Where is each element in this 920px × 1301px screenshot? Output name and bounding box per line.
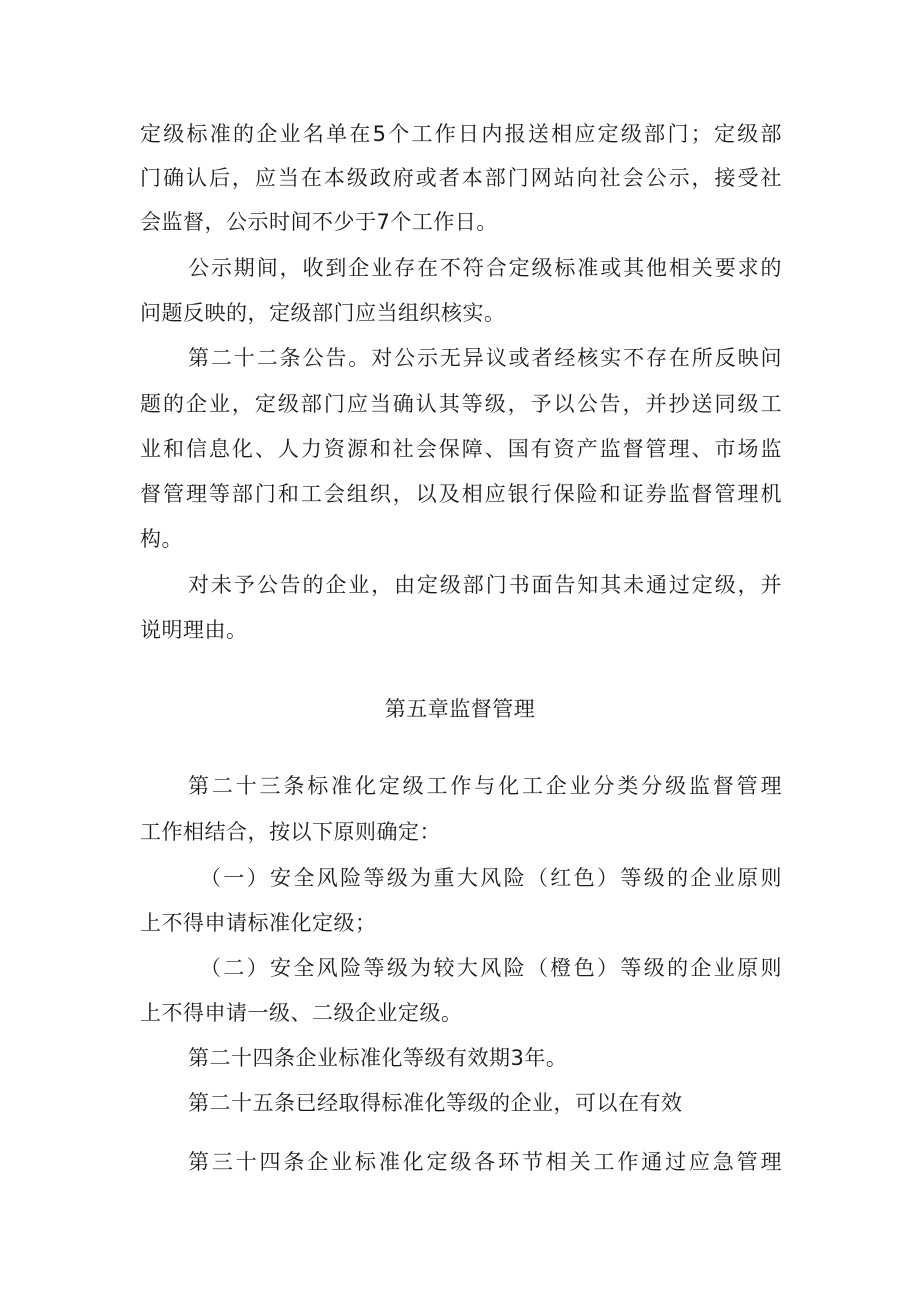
paragraph-line: 门确认后，应当在本级政府或者本部门网站向社会公示，接受社 <box>140 166 782 190</box>
paragraph-line: 问题反映的，定级部门应当组织核实。 <box>140 301 506 325</box>
paragraph-line: 说明理由。 <box>140 618 248 642</box>
paragraph-line: 上不得申请一级、二级企业定级。 <box>140 1001 463 1025</box>
paragraph-line: 构。 <box>140 527 183 551</box>
paragraph-line: 工作相结合，按以下原则确定： <box>140 820 441 844</box>
paragraph-line: 会监督，公示时间不少于7个工作日。 <box>140 210 498 234</box>
paragraph-line: 业和信息化、人力资源和社会保障、国有资产监督管理、市场监 <box>140 437 782 461</box>
paragraph-line: 定级标准的企业名单在5个工作日内报送相应定级部门；定级部 <box>140 122 782 146</box>
list-item-line: （二）安全风险等级为较大风险（橙色）等级的企业原则 <box>200 956 782 980</box>
chapter-heading: 第五章监督管理 <box>384 697 536 721</box>
paragraph-line: 上不得申请标准化定级； <box>140 911 377 935</box>
article-34-line: 第三十四条企业标准化定级各环节相关工作通过应急管理 <box>188 1150 782 1174</box>
paragraph-line: 督管理等部门和工会组织，以及相应银行保险和证券监督管理机 <box>140 482 782 506</box>
list-item-line: （一）安全风险等级为重大风险（红色）等级的企业原则 <box>200 866 782 890</box>
paragraph-line: 对未予公告的企业，由定级部门书面告知其未通过定级，并 <box>188 573 782 597</box>
paragraph-line: 题的企业，定级部门应当确认其等级，予以公告，并抄送同级工 <box>140 392 782 416</box>
article-23-line: 第二十三条标准化定级工作与化工企业分类分级监督管理 <box>188 774 782 798</box>
paragraph-line: 公示期间，收到企业存在不符合定级标准或其他相关要求的 <box>188 256 782 280</box>
article-22-line: 第二十二条公告。对公示无异议或者经核实不存在所反映问 <box>188 346 782 370</box>
article-24-line: 第二十四条企业标准化等级有效期3年。 <box>188 1046 568 1070</box>
article-25-line: 第二十五条已经取得标准化等级的企业，可以在有效 <box>188 1091 683 1115</box>
